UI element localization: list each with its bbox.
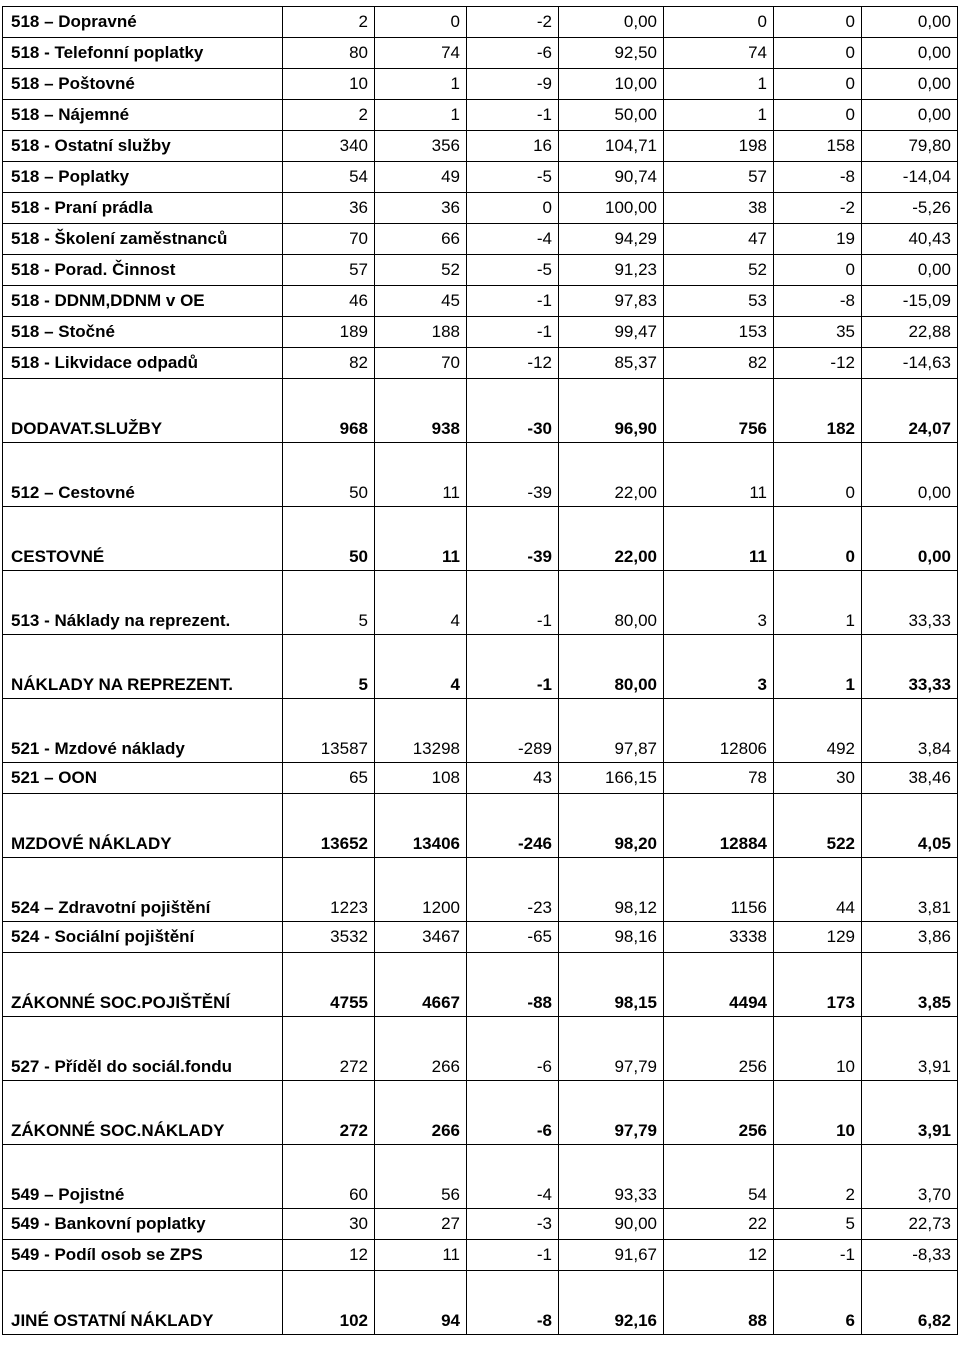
row-value: 4,05	[862, 794, 958, 858]
row-value: 0,00	[862, 7, 958, 38]
row-value: 92,16	[559, 1271, 664, 1335]
row-value: -12	[467, 348, 559, 379]
row-value: -1	[467, 100, 559, 131]
row-value: 3,91	[862, 1081, 958, 1145]
row-value: 80,00	[559, 571, 664, 635]
row-value: 3,91	[862, 1017, 958, 1081]
row-value: 38	[664, 193, 774, 224]
row-value: 11	[375, 443, 467, 507]
row-value: 0	[467, 193, 559, 224]
row-value: -1	[467, 635, 559, 699]
row-value: 173	[774, 953, 862, 1017]
table-row	[3, 1209, 958, 1240]
row-value: -1	[467, 1240, 559, 1271]
row-value: 104,71	[559, 131, 664, 162]
row-value: 70	[283, 224, 375, 255]
row-value: 47	[664, 224, 774, 255]
row-value: 54	[283, 162, 375, 193]
row-value: 340	[283, 131, 375, 162]
row-value: 0	[774, 38, 862, 69]
row-value: 49	[375, 162, 467, 193]
row-value: 98,16	[559, 922, 664, 953]
row-label: DODAVAT.SLUŽBY	[3, 379, 283, 443]
row-value: 0	[774, 7, 862, 38]
row-value: 266	[375, 1017, 467, 1081]
row-value: 1	[375, 69, 467, 100]
row-value: 13587	[283, 699, 375, 763]
row-label: 549 – Pojistné	[3, 1145, 283, 1209]
row-value: 80	[283, 38, 375, 69]
row-value: 96,90	[559, 379, 664, 443]
row-value: -1	[774, 1240, 862, 1271]
row-value: 0,00	[862, 100, 958, 131]
row-value: 38,46	[862, 763, 958, 794]
row-value: 98,12	[559, 858, 664, 922]
row-value: 90,74	[559, 162, 664, 193]
table-row	[3, 794, 958, 858]
row-value: 97,83	[559, 286, 664, 317]
row-value: 2	[283, 7, 375, 38]
row-value: 11	[375, 507, 467, 571]
row-value: 3,84	[862, 699, 958, 763]
row-value: 35	[774, 317, 862, 348]
row-value: 3467	[375, 922, 467, 953]
row-value: 82	[283, 348, 375, 379]
row-value: 5	[283, 635, 375, 699]
row-value: -39	[467, 443, 559, 507]
row-value: 256	[664, 1017, 774, 1081]
row-label: 518 - Telefonní poplatky	[3, 38, 283, 69]
row-label: JINÉ OSTATNÍ NÁKLADY	[3, 1271, 283, 1335]
table-row	[3, 38, 958, 69]
table-row	[3, 1017, 958, 1081]
row-value: 356	[375, 131, 467, 162]
row-value: 92,50	[559, 38, 664, 69]
row-value: 52	[375, 255, 467, 286]
row-value: -6	[467, 38, 559, 69]
row-value: 94	[375, 1271, 467, 1335]
row-label: NÁKLADY NA REPREZENT.	[3, 635, 283, 699]
row-value: 1200	[375, 858, 467, 922]
row-value: -30	[467, 379, 559, 443]
row-value: 0	[664, 7, 774, 38]
row-value: 50,00	[559, 100, 664, 131]
row-value: 0	[375, 7, 467, 38]
row-value: 153	[664, 317, 774, 348]
row-value: -1	[467, 286, 559, 317]
row-value: 52	[664, 255, 774, 286]
table-row	[3, 379, 958, 443]
row-value: 19	[774, 224, 862, 255]
row-value: -2	[467, 7, 559, 38]
row-value: 45	[375, 286, 467, 317]
row-value: 90,00	[559, 1209, 664, 1240]
row-value: 4	[375, 571, 467, 635]
row-label: 518 - Porad. Činnost	[3, 255, 283, 286]
row-value: 93,33	[559, 1145, 664, 1209]
row-value: 4755	[283, 953, 375, 1017]
table-row	[3, 635, 958, 699]
row-value: -4	[467, 224, 559, 255]
row-value: 13298	[375, 699, 467, 763]
row-value: 3,70	[862, 1145, 958, 1209]
row-value: 50	[283, 507, 375, 571]
row-value: 24,07	[862, 379, 958, 443]
row-label: 513 - Náklady na reprezent.	[3, 571, 283, 635]
row-value: 22,73	[862, 1209, 958, 1240]
row-value: 1156	[664, 858, 774, 922]
row-value: 50	[283, 443, 375, 507]
row-label: ZÁKONNÉ SOC.POJIŠTĚNÍ	[3, 953, 283, 1017]
row-value: 198	[664, 131, 774, 162]
row-value: -2	[774, 193, 862, 224]
row-value: 0	[774, 507, 862, 571]
table-row	[3, 100, 958, 131]
row-value: 22	[664, 1209, 774, 1240]
row-value: 1	[664, 69, 774, 100]
table-row	[3, 858, 958, 922]
row-value: 0	[774, 100, 862, 131]
row-label: 518 - Praní prádla	[3, 193, 283, 224]
row-label: MZDOVÉ NÁKLADY	[3, 794, 283, 858]
row-value: 3	[664, 571, 774, 635]
row-value: 56	[375, 1145, 467, 1209]
row-label: 518 - Likvidace odpadů	[3, 348, 283, 379]
row-value: 44	[774, 858, 862, 922]
row-label: 527 - Příděl do sociál.fondu	[3, 1017, 283, 1081]
row-value: 182	[774, 379, 862, 443]
row-value: 0,00	[862, 507, 958, 571]
row-value: -14,04	[862, 162, 958, 193]
row-value: -246	[467, 794, 559, 858]
row-value: 6,82	[862, 1271, 958, 1335]
row-value: 11	[664, 507, 774, 571]
row-value: 3,85	[862, 953, 958, 1017]
row-value: 57	[283, 255, 375, 286]
row-label: 549 - Bankovní poplatky	[3, 1209, 283, 1240]
row-value: 0,00	[559, 7, 664, 38]
row-value: 188	[375, 317, 467, 348]
row-value: -8	[774, 286, 862, 317]
row-value: -6	[467, 1017, 559, 1081]
row-label: ZÁKONNÉ SOC.NÁKLADY	[3, 1081, 283, 1145]
row-value: -6	[467, 1081, 559, 1145]
row-value: 10	[774, 1081, 862, 1145]
table-row	[3, 443, 958, 507]
row-value: 27	[375, 1209, 467, 1240]
row-value: 13406	[375, 794, 467, 858]
table-body	[3, 7, 958, 1335]
row-value: 3,86	[862, 922, 958, 953]
table-row	[3, 922, 958, 953]
row-value: 5	[774, 1209, 862, 1240]
row-label: 518 – Poštovné	[3, 69, 283, 100]
row-value: 2	[774, 1145, 862, 1209]
row-value: 522	[774, 794, 862, 858]
row-value: 0	[774, 69, 862, 100]
row-value: 97,79	[559, 1017, 664, 1081]
row-value: 78	[664, 763, 774, 794]
row-value: 82	[664, 348, 774, 379]
row-value: 97,79	[559, 1081, 664, 1145]
row-value: 65	[283, 763, 375, 794]
row-value: 3338	[664, 922, 774, 953]
row-label: 518 - DDNM,DDNM v OE	[3, 286, 283, 317]
row-value: 12806	[664, 699, 774, 763]
row-value: 3	[664, 635, 774, 699]
row-value: 57	[664, 162, 774, 193]
row-value: 46	[283, 286, 375, 317]
row-value: 74	[664, 38, 774, 69]
table-row	[3, 193, 958, 224]
row-value: -88	[467, 953, 559, 1017]
row-label: CESTOVNÉ	[3, 507, 283, 571]
row-value: 33,33	[862, 571, 958, 635]
row-value: 43	[467, 763, 559, 794]
row-value: 6	[774, 1271, 862, 1335]
row-value: 36	[375, 193, 467, 224]
row-value: -8	[774, 162, 862, 193]
row-value: 938	[375, 379, 467, 443]
row-value: 100,00	[559, 193, 664, 224]
row-value: 1	[774, 635, 862, 699]
expense-table	[2, 6, 958, 1335]
row-value: 70	[375, 348, 467, 379]
row-value: 129	[774, 922, 862, 953]
row-value: 492	[774, 699, 862, 763]
row-value: 11	[375, 1240, 467, 1271]
table-row	[3, 317, 958, 348]
row-value: 66	[375, 224, 467, 255]
row-value: -1	[467, 571, 559, 635]
row-label: 518 - Školení zaměstnanců	[3, 224, 283, 255]
row-value: 4667	[375, 953, 467, 1017]
row-value: 22,00	[559, 507, 664, 571]
row-value: 0,00	[862, 443, 958, 507]
row-value: 3,81	[862, 858, 958, 922]
row-label: 518 – Dopravné	[3, 7, 283, 38]
row-value: -15,09	[862, 286, 958, 317]
row-value: 10	[283, 69, 375, 100]
row-value: 3532	[283, 922, 375, 953]
row-value: 16	[467, 131, 559, 162]
table-row	[3, 162, 958, 193]
table-row	[3, 1240, 958, 1271]
row-value: 189	[283, 317, 375, 348]
table-row	[3, 1081, 958, 1145]
table-row	[3, 571, 958, 635]
table-row	[3, 255, 958, 286]
row-value: 98,15	[559, 953, 664, 1017]
row-value: 1	[664, 100, 774, 131]
row-value: -39	[467, 507, 559, 571]
row-value: 88	[664, 1271, 774, 1335]
row-value: -65	[467, 922, 559, 953]
row-value: 53	[664, 286, 774, 317]
row-label: 518 – Nájemné	[3, 100, 283, 131]
row-label: 521 - Mzdové náklady	[3, 699, 283, 763]
row-value: 968	[283, 379, 375, 443]
row-value: 36	[283, 193, 375, 224]
row-value: 54	[664, 1145, 774, 1209]
row-value: 99,47	[559, 317, 664, 348]
row-value: 2	[283, 100, 375, 131]
row-value: -14,63	[862, 348, 958, 379]
row-value: -8	[467, 1271, 559, 1335]
row-value: 91,67	[559, 1240, 664, 1271]
row-value: 40,43	[862, 224, 958, 255]
table-row	[3, 953, 958, 1017]
row-value: 158	[774, 131, 862, 162]
table-row	[3, 69, 958, 100]
row-value: -9	[467, 69, 559, 100]
row-value: 97,87	[559, 699, 664, 763]
row-value: 60	[283, 1145, 375, 1209]
row-value: 12	[283, 1240, 375, 1271]
table-row	[3, 699, 958, 763]
row-value: 98,20	[559, 794, 664, 858]
table-row	[3, 507, 958, 571]
row-value: 102	[283, 1271, 375, 1335]
row-value: 0,00	[862, 69, 958, 100]
row-label: 518 – Stočné	[3, 317, 283, 348]
row-value: 79,80	[862, 131, 958, 162]
row-label: 518 - Ostatní služby	[3, 131, 283, 162]
row-value: 5	[283, 571, 375, 635]
table-row	[3, 348, 958, 379]
row-value: 4	[375, 635, 467, 699]
row-value: 266	[375, 1081, 467, 1145]
row-label: 512 – Cestovné	[3, 443, 283, 507]
row-value: 1	[774, 571, 862, 635]
row-value: -1	[467, 317, 559, 348]
row-value: 0	[774, 443, 862, 507]
row-value: 12	[664, 1240, 774, 1271]
row-value: 85,37	[559, 348, 664, 379]
row-value: -23	[467, 858, 559, 922]
row-value: 22,88	[862, 317, 958, 348]
row-label: 524 – Zdravotní pojištění	[3, 858, 283, 922]
row-value: -5	[467, 162, 559, 193]
row-value: 94,29	[559, 224, 664, 255]
row-value: -3	[467, 1209, 559, 1240]
row-value: 108	[375, 763, 467, 794]
row-value: -5	[467, 255, 559, 286]
row-value: 0,00	[862, 255, 958, 286]
table-row	[3, 286, 958, 317]
row-label: 518 – Poplatky	[3, 162, 283, 193]
row-label: 549 - Podíl osob se ZPS	[3, 1240, 283, 1271]
row-value: 4494	[664, 953, 774, 1017]
table-row	[3, 1145, 958, 1209]
row-value: 1	[375, 100, 467, 131]
row-value: 272	[283, 1017, 375, 1081]
table-row	[3, 1271, 958, 1335]
table-row	[3, 224, 958, 255]
row-value: 0,00	[862, 38, 958, 69]
row-value: 30	[283, 1209, 375, 1240]
row-value: 10,00	[559, 69, 664, 100]
row-value: 756	[664, 379, 774, 443]
row-value: 256	[664, 1081, 774, 1145]
row-value: -12	[774, 348, 862, 379]
row-value: 91,23	[559, 255, 664, 286]
row-value: 74	[375, 38, 467, 69]
row-value: 1223	[283, 858, 375, 922]
row-value: 272	[283, 1081, 375, 1145]
row-value: -4	[467, 1145, 559, 1209]
row-value: -5,26	[862, 193, 958, 224]
row-value: 30	[774, 763, 862, 794]
row-value: -8,33	[862, 1240, 958, 1271]
row-label: 521 – OON	[3, 763, 283, 794]
row-value: 0	[774, 255, 862, 286]
row-value: 166,15	[559, 763, 664, 794]
table-row	[3, 7, 958, 38]
row-label: 524 - Sociální pojištění	[3, 922, 283, 953]
row-value: 33,33	[862, 635, 958, 699]
row-value: 13652	[283, 794, 375, 858]
row-value: 12884	[664, 794, 774, 858]
table-row	[3, 763, 958, 794]
row-value: 22,00	[559, 443, 664, 507]
table-row	[3, 131, 958, 162]
row-value: 11	[664, 443, 774, 507]
row-value: 10	[774, 1017, 862, 1081]
row-value: -289	[467, 699, 559, 763]
row-value: 80,00	[559, 635, 664, 699]
